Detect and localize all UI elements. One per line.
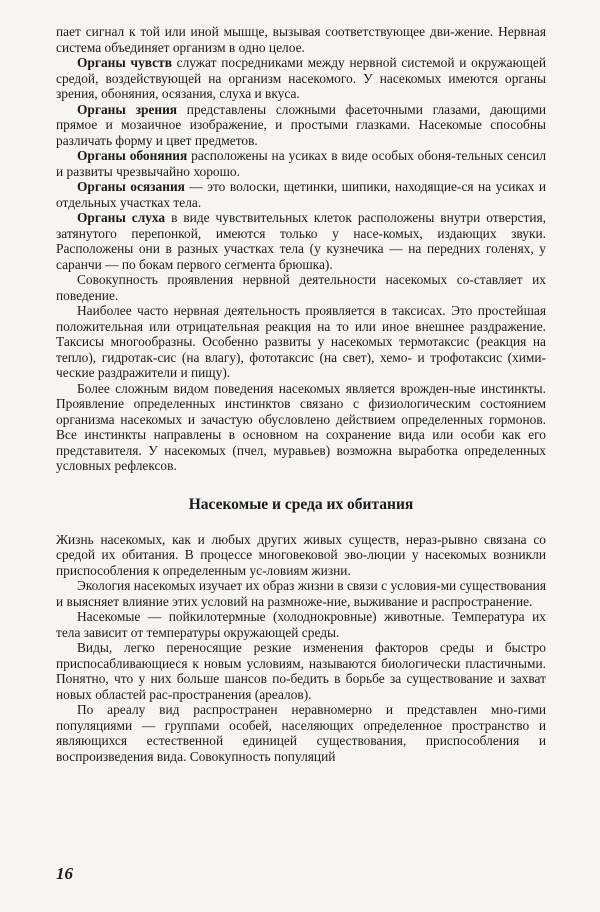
term-heading: Органы обоняния xyxy=(77,148,188,163)
paragraph: Органы чувств служат посредниками между нервной системой и окружающей средой, воздействующей на организм насекомого. У насекомых имеются органы зрения, обоняния, осязания, слуха и вкуса. xyxy=(56,55,546,101)
paragraph: Насекомые — пойкилотермные (холоднокровные) животные. Температура их тела зависит от температуры окружающей среды. xyxy=(56,609,546,640)
paragraph: Органы слуха в виде чувствительных клеток расположены внутри отверстия, затянутого перепонкой, имеются только у насе-комых, издающих звуки. Расположены они в разных участках тела (у кузнечика — на передних голенях, у саранчи — по бокам первого сегмента брюшка). xyxy=(56,210,546,272)
paragraph: Более сложным видом поведения насекомых является врожден-ные инстинкты. Проявление определенных инстинктов связано с физиологическим состоянием организма насекомых и зачастую обусловлено действием определенных гормонов. Все инстинкты направлены в основном на сохранение вида или особи как его представителя. У насекомых (пчел, муравьев) возможна выработка определенных условных рефлексов. xyxy=(56,380,546,473)
paragraph: Органы обоняния расположены на усиках в виде особых обоня-тельных сенсил и развиты чрезвычайно хорошо. xyxy=(56,148,547,179)
paragraph: Органы осязания — это волоски, щетинки, шипики, находящие-ся на усиках и отдельных участках тела. xyxy=(56,179,546,210)
term-heading: Органы осязания xyxy=(77,179,185,194)
term-heading: Органы слуха xyxy=(77,210,166,225)
term-heading: Органы зрения xyxy=(77,101,178,117)
page-number: 16 xyxy=(56,864,73,883)
paragraph: Виды, легко переносящие резкие изменения факторов среды и быстро приспосабливающиеся к новым условиям, называются биологически пластичными. Понятно, что у них больше шансов по-бедить в борьбе за существование и захват новых областей рас-пространения (ареалов). xyxy=(56,640,546,702)
paragraph: Наиболее часто нервная деятельность проявляется в таксисах. Это простейшая положительная или отрицательная реакция на то или иное внешнее раздражение. Таксисы многообразны. Особенно развиты у насекомых термотаксис (реакция на тепло), гидротак-сис (на влагу), фототаксис (на свет), хемо- и трофотаксис (хими-ческие раздражители и пищу). xyxy=(56,303,546,380)
paragraph: Совокупность проявления нервной деятельности насекомых со-ставляет их поведение. xyxy=(56,272,546,303)
section-title: Насекомые и среда их обитания xyxy=(188,495,414,513)
paragraph: Жизнь насекомых, как и любых других живых существ, нераз-рывно связана со средой их обитания. В процессе многовековой эво-люции у насекомых возникли приспособления к определенным ус-ловиям жизни. xyxy=(56,531,546,578)
paragraph: По ареалу вид распространен неравномерно и представлен мно-гими популяциями — группами особей, населяющих определенное пространство и являющихся естественной единицей существования, приспособления и воспроизведения вида. Совокупность популяций xyxy=(56,702,546,764)
paragraph: Экология насекомых изучает их образ жизни в связи с условия-ми существования и выясняет влияние этих условий на размноже-ние, выживание и распространение. xyxy=(56,578,546,609)
term-heading: Органы чувств xyxy=(77,55,172,70)
paragraph: Органы зрения представлены сложными фасеточными глазами, дающими прямое и мозаичное изображение, и простыми глазками. Насекомые способны различать форму и цвет предметов. xyxy=(56,101,546,148)
paragraph: пает сигнал к той или иной мышце, вызывая соответствующее дви-жение. Нервная система объединяет организм в одно целое. xyxy=(56,24,546,55)
